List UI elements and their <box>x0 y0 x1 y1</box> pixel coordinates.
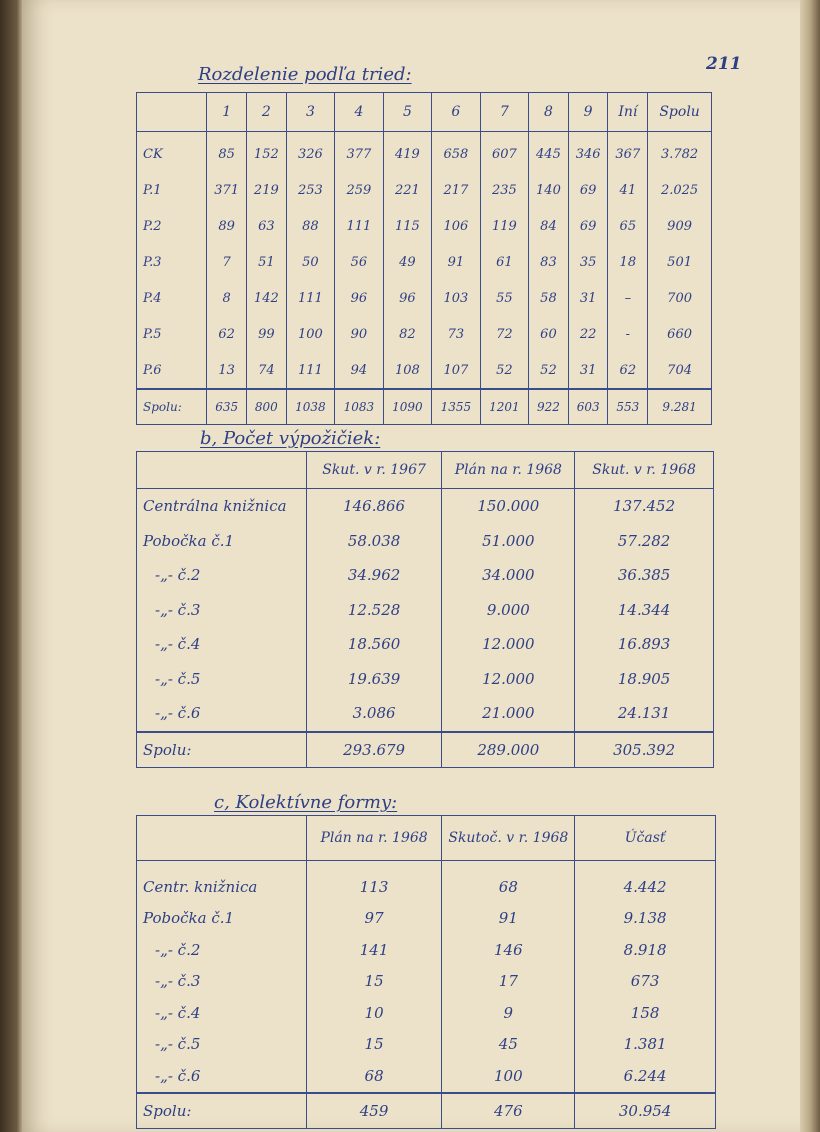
table-cell: 219 <box>247 172 287 208</box>
table-cell: 10 <box>306 997 442 1029</box>
table-cell: 69 <box>568 208 608 244</box>
class-distribution-table <box>136 92 712 425</box>
total-cell: 305.392 <box>575 732 714 768</box>
row-label: P.1 <box>137 172 207 208</box>
table-cell: 8 <box>207 280 247 316</box>
table-cell: 3.086 <box>306 696 442 732</box>
table-cell: 259 <box>335 172 383 208</box>
table-cell: 119 <box>480 208 528 244</box>
table-cell: 58 <box>529 280 569 316</box>
table-cell: 107 <box>432 352 480 389</box>
table-cell: – <box>608 280 648 316</box>
table-cell: 57.282 <box>575 524 714 559</box>
row-label: Pobočka č.1 <box>137 524 307 559</box>
table-cell: 63 <box>247 208 287 244</box>
table-cell: 108 <box>383 352 431 389</box>
table-cell: 52 <box>480 352 528 389</box>
table-cell: 36.385 <box>575 558 714 593</box>
row-label: -„- č.6 <box>137 696 307 732</box>
table-cell: 62 <box>608 352 648 389</box>
table-cell: 15 <box>306 1029 442 1061</box>
table-cell: 326 <box>286 132 334 173</box>
table-cell: 89 <box>207 208 247 244</box>
table-cell: 100 <box>442 1060 575 1093</box>
column-header: 6 <box>432 93 480 132</box>
row-label: CK <box>137 132 207 173</box>
table-cell: 660 <box>648 316 712 352</box>
table-cell: 34.962 <box>306 558 442 593</box>
table-cell: 18.905 <box>575 662 714 697</box>
table-row <box>137 172 712 208</box>
column-header: 3 <box>286 93 334 132</box>
row-label: P.3 <box>137 244 207 280</box>
table-cell: 700 <box>648 280 712 316</box>
table-cell: 35 <box>568 244 608 280</box>
table-cell: 377 <box>335 132 383 173</box>
table-cell: 150.000 <box>442 489 575 524</box>
table-cell: 41 <box>608 172 648 208</box>
table-row <box>137 696 714 732</box>
table-cell: - <box>608 316 648 352</box>
table-cell: 100 <box>286 316 334 352</box>
table-cell: 9.000 <box>442 593 575 628</box>
column-header: 1 <box>207 93 247 132</box>
book-binding <box>0 0 24 1132</box>
table-total-row <box>137 1093 716 1129</box>
total-label: Spolu: <box>137 732 307 768</box>
table-cell: 61 <box>480 244 528 280</box>
table-cell: 7 <box>207 244 247 280</box>
table-row <box>137 244 712 280</box>
table-row <box>137 524 714 559</box>
row-label: -„- č.3 <box>137 593 307 628</box>
total-cell: 9.281 <box>648 389 712 425</box>
table-cell: 6.244 <box>575 1060 716 1093</box>
column-header: Plán na r. 1968 <box>306 816 442 861</box>
table-cell: 217 <box>432 172 480 208</box>
table-header-row <box>137 452 714 489</box>
table-cell: 97 <box>306 903 442 935</box>
row-label: -„- č.4 <box>137 997 307 1029</box>
table-cell: 49 <box>383 244 431 280</box>
total-cell: 1083 <box>335 389 383 425</box>
table-cell: 91 <box>432 244 480 280</box>
total-cell: 1201 <box>480 389 528 425</box>
table-cell: 74 <box>247 352 287 389</box>
table-cell: 91 <box>442 903 575 935</box>
column-header <box>137 452 307 489</box>
column-header: Spolu <box>648 93 712 132</box>
total-cell: 922 <box>529 389 569 425</box>
table-cell: 673 <box>575 966 716 998</box>
table-cell: 68 <box>442 861 575 903</box>
table-cell: 12.000 <box>442 627 575 662</box>
total-label: Spolu: <box>137 1093 307 1129</box>
table-row <box>137 208 712 244</box>
total-cell: 289.000 <box>442 732 575 768</box>
loans-table <box>136 451 714 768</box>
row-label: -„- č.2 <box>137 558 307 593</box>
table-row <box>137 903 716 935</box>
row-label: P.6 <box>137 352 207 389</box>
table-cell: 9 <box>442 997 575 1029</box>
table-row <box>137 997 716 1029</box>
table-cell: 367 <box>608 132 648 173</box>
column-header: Účasť <box>575 816 716 861</box>
table-cell: 4.442 <box>575 861 716 903</box>
table-cell: 82 <box>383 316 431 352</box>
table-cell: 51 <box>247 244 287 280</box>
total-cell: 1090 <box>383 389 431 425</box>
table-cell: 68 <box>306 1060 442 1093</box>
table-cell: 19.639 <box>306 662 442 697</box>
column-header: 5 <box>383 93 431 132</box>
table-cell: 99 <box>247 316 287 352</box>
column-header <box>137 93 207 132</box>
column-header: Skutoč. v r. 1968 <box>442 816 575 861</box>
table-cell: 62 <box>207 316 247 352</box>
table-cell: 235 <box>480 172 528 208</box>
table-cell: 221 <box>383 172 431 208</box>
table-cell: 111 <box>286 280 334 316</box>
table-cell: 94 <box>335 352 383 389</box>
table-cell: 31 <box>568 280 608 316</box>
table-cell: 141 <box>306 934 442 966</box>
section-c-heading: c, Kolektívne formy: <box>214 792 398 813</box>
table-cell: 31 <box>568 352 608 389</box>
table-cell: 14.344 <box>575 593 714 628</box>
table-row <box>137 352 712 389</box>
table-total-row <box>137 389 712 425</box>
table-cell: 16.893 <box>575 627 714 662</box>
table-cell: 152 <box>247 132 287 173</box>
column-header: Iní <box>608 93 648 132</box>
table-cell: 18 <box>608 244 648 280</box>
column-header: Skut. v r. 1968 <box>575 452 714 489</box>
row-label: -„- č.5 <box>137 662 307 697</box>
table-cell: 115 <box>383 208 431 244</box>
table-cell: 21.000 <box>442 696 575 732</box>
table-cell: 106 <box>432 208 480 244</box>
column-header: Plán na r. 1968 <box>442 452 575 489</box>
table-cell: 52 <box>529 352 569 389</box>
table-cell: 371 <box>207 172 247 208</box>
table-cell: 103 <box>432 280 480 316</box>
section-a-heading: Rozdelenie podľa tried: <box>198 64 412 85</box>
table-header-row <box>137 816 716 861</box>
table-cell: 90 <box>335 316 383 352</box>
table-cell: 50 <box>286 244 334 280</box>
table-cell: 17 <box>442 966 575 998</box>
row-label: P.5 <box>137 316 207 352</box>
total-cell: 30.954 <box>575 1093 716 1129</box>
table-cell: 73 <box>432 316 480 352</box>
table-cell: 24.131 <box>575 696 714 732</box>
table-cell: 56 <box>335 244 383 280</box>
page-edge <box>800 0 820 1132</box>
table-cell: 3.782 <box>648 132 712 173</box>
table-cell: 704 <box>648 352 712 389</box>
table-cell: 18.560 <box>306 627 442 662</box>
table-cell: 51.000 <box>442 524 575 559</box>
table-row <box>137 593 714 628</box>
total-cell: 1038 <box>286 389 334 425</box>
table-cell: 445 <box>529 132 569 173</box>
table-cell: 15 <box>306 966 442 998</box>
table-row <box>137 558 714 593</box>
table-cell: 72 <box>480 316 528 352</box>
table-cell: 1.381 <box>575 1029 716 1061</box>
table-row <box>137 489 714 524</box>
column-header: 7 <box>480 93 528 132</box>
table-cell: 111 <box>286 352 334 389</box>
table-cell: 34.000 <box>442 558 575 593</box>
table-row <box>137 1060 716 1093</box>
total-cell: 635 <box>207 389 247 425</box>
total-cell: 1355 <box>432 389 480 425</box>
row-label: P.4 <box>137 280 207 316</box>
table-cell: 85 <box>207 132 247 173</box>
column-header: 2 <box>247 93 287 132</box>
total-cell: 459 <box>306 1093 442 1129</box>
table-cell: 111 <box>335 208 383 244</box>
table-row <box>137 861 716 903</box>
collective-forms-table <box>136 815 716 1129</box>
total-label: Spolu: <box>137 389 207 425</box>
table-total-row <box>137 732 714 768</box>
table-cell: 9.138 <box>575 903 716 935</box>
column-header: 8 <box>529 93 569 132</box>
total-cell: 553 <box>608 389 648 425</box>
row-label: Centr. knižnica <box>137 861 307 903</box>
table-cell: 60 <box>529 316 569 352</box>
table-cell: 69 <box>568 172 608 208</box>
table-cell: 84 <box>529 208 569 244</box>
table-cell: 58.038 <box>306 524 442 559</box>
table-row <box>137 280 712 316</box>
table-row <box>137 934 716 966</box>
column-header: Skut. v r. 1967 <box>306 452 442 489</box>
table-cell: 55 <box>480 280 528 316</box>
row-label: Pobočka č.1 <box>137 903 307 935</box>
row-label: -„- č.5 <box>137 1029 307 1061</box>
table-cell: 8.918 <box>575 934 716 966</box>
table-cell: 909 <box>648 208 712 244</box>
table-cell: 2.025 <box>648 172 712 208</box>
column-header: 4 <box>335 93 383 132</box>
table-cell: 45 <box>442 1029 575 1061</box>
column-header <box>137 816 307 861</box>
table-cell: 419 <box>383 132 431 173</box>
table-header-row <box>137 93 712 132</box>
page-number: 211 <box>706 54 742 74</box>
table-cell: 253 <box>286 172 334 208</box>
table-cell: 142 <box>247 280 287 316</box>
total-cell: 476 <box>442 1093 575 1129</box>
table-cell: 83 <box>529 244 569 280</box>
table-row <box>137 627 714 662</box>
table-cell: 12.528 <box>306 593 442 628</box>
table-cell: 607 <box>480 132 528 173</box>
table-cell: 158 <box>575 997 716 1029</box>
table-row <box>137 1029 716 1061</box>
row-label: -„- č.6 <box>137 1060 307 1093</box>
table-cell: 12.000 <box>442 662 575 697</box>
table-row <box>137 316 712 352</box>
total-cell: 800 <box>247 389 287 425</box>
row-label: P.2 <box>137 208 207 244</box>
table-cell: 22 <box>568 316 608 352</box>
table-cell: 88 <box>286 208 334 244</box>
total-cell: 293.679 <box>306 732 442 768</box>
row-label: -„- č.4 <box>137 627 307 662</box>
table-cell: 501 <box>648 244 712 280</box>
row-label: -„- č.3 <box>137 966 307 998</box>
table-cell: 146.866 <box>306 489 442 524</box>
table-row <box>137 966 716 998</box>
table-cell: 137.452 <box>575 489 714 524</box>
table-cell: 113 <box>306 861 442 903</box>
table-cell: 146 <box>442 934 575 966</box>
total-cell: 603 <box>568 389 608 425</box>
row-label: -„- č.2 <box>137 934 307 966</box>
table-cell: 140 <box>529 172 569 208</box>
table-cell: 96 <box>383 280 431 316</box>
table-cell: 96 <box>335 280 383 316</box>
table-row <box>137 132 712 173</box>
table-row <box>137 662 714 697</box>
row-label: Centrálna knižnica <box>137 489 307 524</box>
section-b-heading: b, Počet výpožičiek: <box>200 428 381 449</box>
table-cell: 346 <box>568 132 608 173</box>
table-cell: 13 <box>207 352 247 389</box>
column-header: 9 <box>568 93 608 132</box>
table-cell: 658 <box>432 132 480 173</box>
table-cell: 65 <box>608 208 648 244</box>
